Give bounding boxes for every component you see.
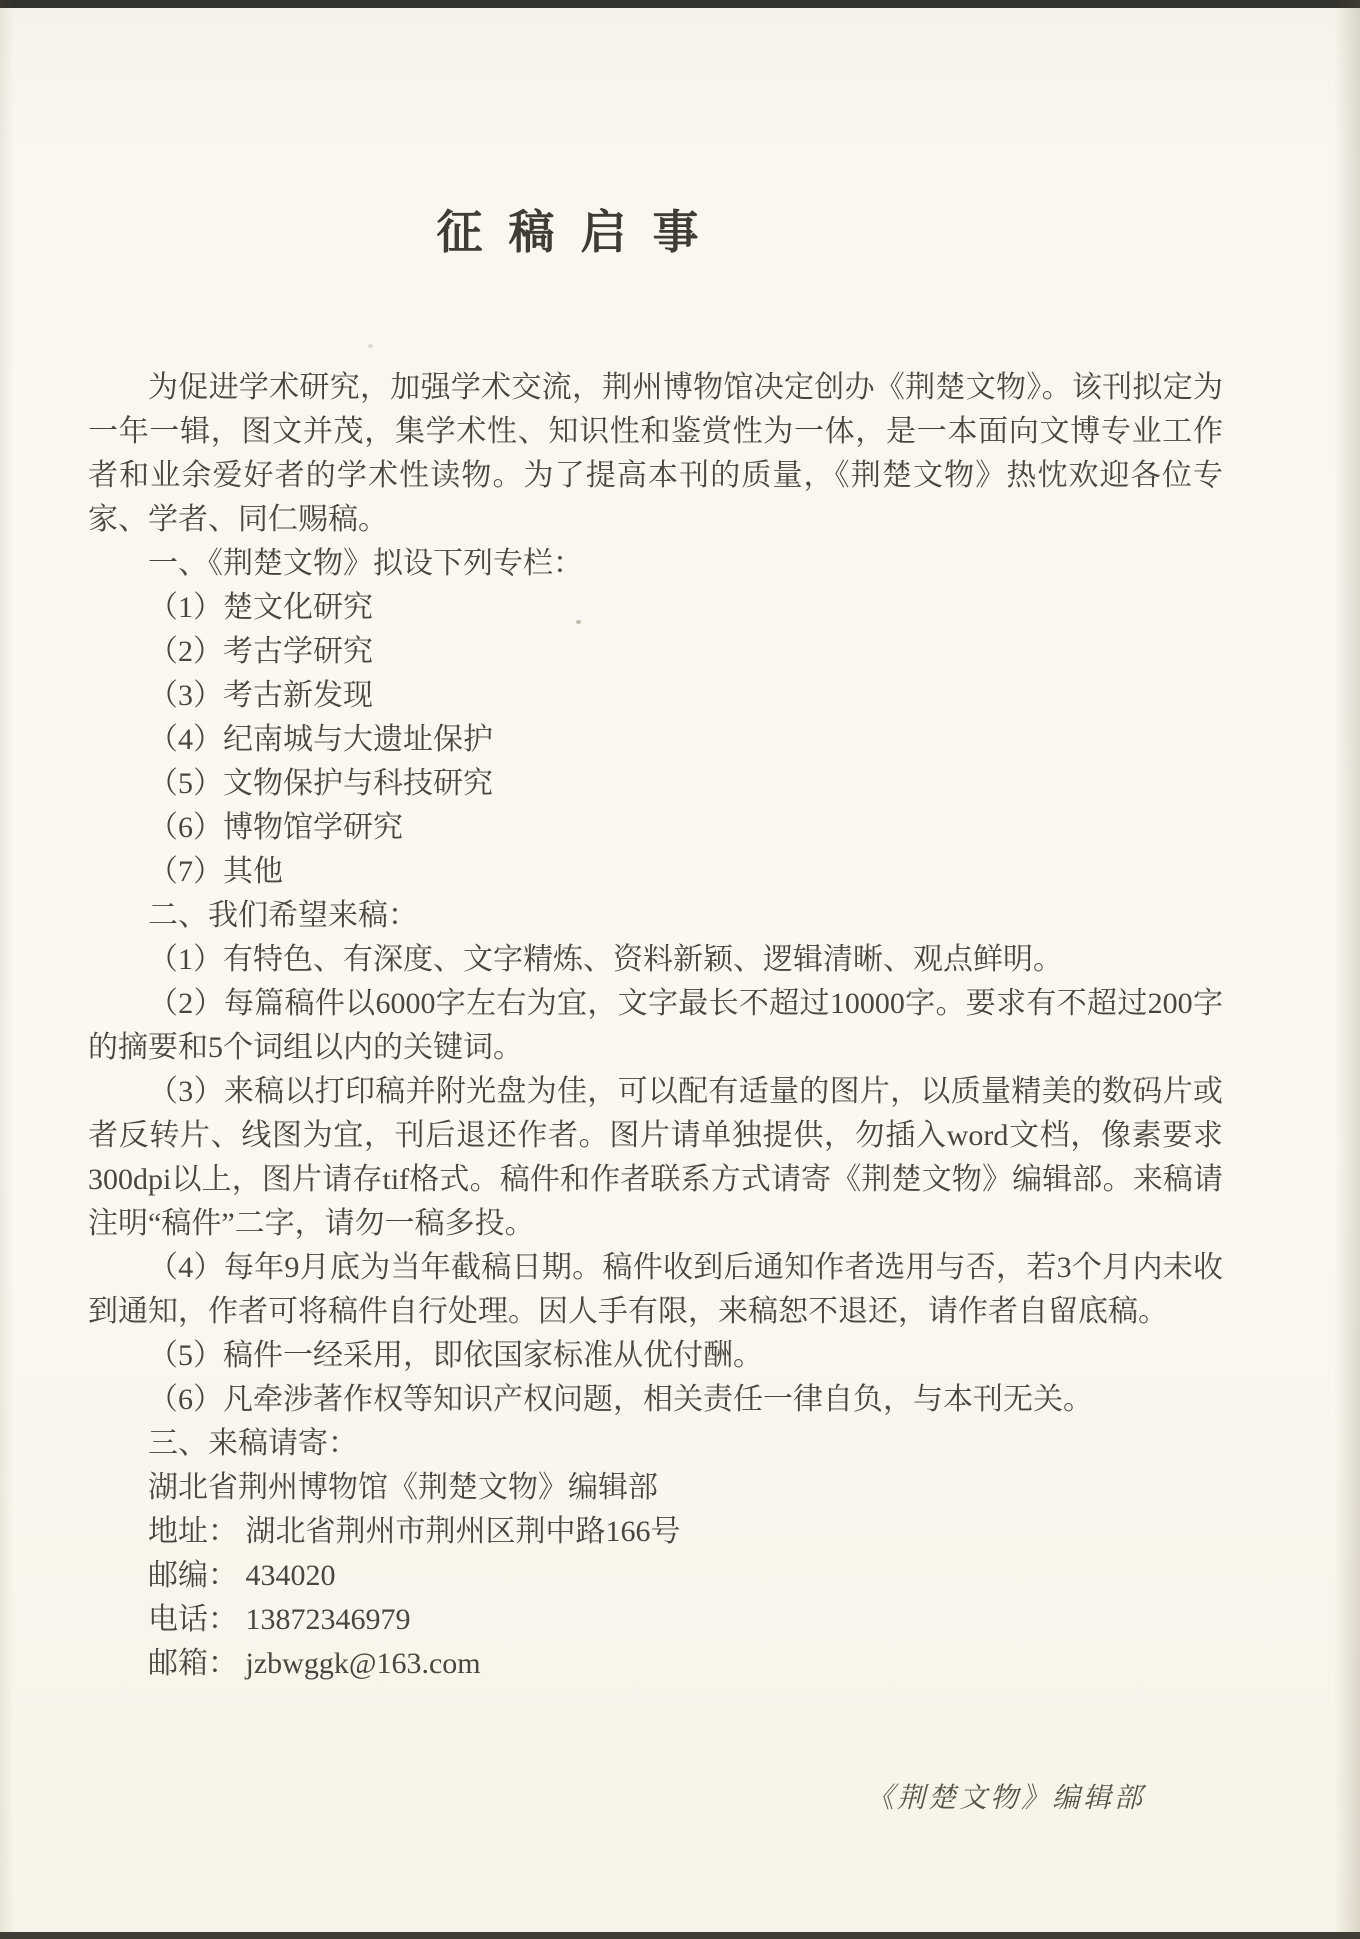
scan-shade-left: [0, 0, 14, 1939]
intro-paragraph: 为促进学术研究，加强学术交流，荆州博物馆决定创办《荆楚文物》。该刊拟定为一年一辑，图文并茂，集学术性、知识性和鉴赏性为一体，是一本面向文博专业工作者和业余爱好者的学术性读物。为了提高本刊的质量，《荆楚文物》热忱欢迎各位专家、学者、同仁赐稿。: [88, 371, 1223, 536]
section-1-heading: 一、《荆楚文物》拟设下列专栏：: [148, 547, 583, 580]
column-item-2: （2）考古学研究: [148, 635, 373, 668]
guideline-item-1: （1）有特色、有深度、文字精炼、资料新颖、逻辑清晰、观点鲜明。: [148, 943, 1063, 976]
contact-line-email: 邮箱： jzbwggk@163.com: [148, 1647, 481, 1680]
scan-edge-top: [0, 0, 1360, 8]
column-item-1: （1）楚文化研究: [148, 591, 373, 624]
guideline-item-4: （4）每年9月底为当年截稿日期。稿件收到后通知作者选用与否，若3个月内未收到通知，作者可将稿件自行处理。因人手有限，来稿恕不退还，请作者自留底稿。: [88, 1251, 1223, 1328]
contact-line-phone: 电话： 13872346979: [148, 1603, 411, 1636]
column-item-3: （3）考古新发现: [148, 679, 373, 712]
section-3-heading: 三、来稿请寄：: [148, 1427, 358, 1460]
document-body: [88, 366, 1223, 1686]
column-item-6: （6）博物馆学研究: [148, 811, 403, 844]
contact-line-postcode: 邮编： 434020: [148, 1559, 336, 1592]
scan-shadow-right: [1334, 0, 1360, 1939]
section-2-heading: 二、我们希望来稿：: [148, 899, 418, 932]
contact-line-recipient: 湖北省荆州博物馆《荆楚文物》编辑部: [148, 1471, 658, 1504]
column-item-7: （7）其他: [148, 855, 283, 888]
editorial-signature: 《荆楚文物》编辑部: [865, 1783, 1145, 1814]
page-title: 征稿启事: [436, 207, 725, 258]
scan-speck: [368, 344, 373, 348]
scan-edge-bottom: [0, 1932, 1360, 1939]
contact-line-address: 地址： 湖北省荆州市荆州区荆中路166号: [148, 1515, 681, 1548]
scan-speck: [576, 620, 581, 624]
guideline-item-2: （2）每篇稿件以6000字左右为宜，文字最长不超过10000字。要求有不超过200字的摘要和5个词组以内的关键词。: [88, 987, 1223, 1064]
guideline-item-3: （3）来稿以打印稿并附光盘为佳，可以配有适量的图片，以质量精美的数码片或者反转片、线图为宜，刊后退还作者。图片请单独提供，勿插入word文档，像素要求300dpi以上，图片请存tif格式。稿件和作者联系方式请寄《荆楚文物》编辑部。来稿请注明“稿件”二字，请勿一稿多投。: [88, 1075, 1223, 1240]
column-item-4: （4）纪南城与大遗址保护: [148, 723, 493, 756]
guideline-item-6: （6）凡牵涉著作权等知识产权问题，相关责任一律自负，与本刊无关。: [148, 1383, 1093, 1416]
column-item-5: （5）文物保护与科技研究: [148, 767, 493, 800]
guideline-item-5: （5）稿件一经采用，即依国家标准从优付酬。: [148, 1339, 763, 1372]
